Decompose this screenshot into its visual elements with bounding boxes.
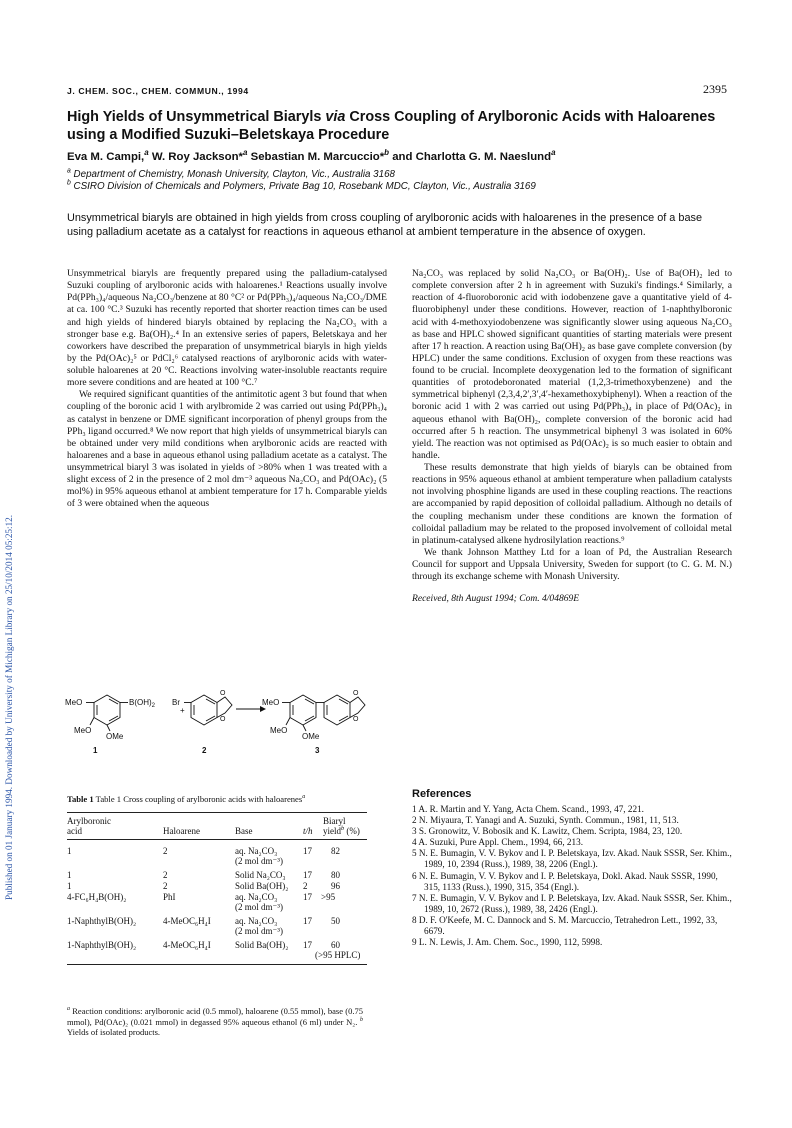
boronic-group: $B(OH)_2$	[129, 698, 156, 709]
table-cell: 1	[67, 881, 72, 891]
table-cell: (2 mol dm⁻³)	[235, 926, 283, 936]
journal-header: J. CHEM. SOC., CHEM. COMMUN., 1994	[67, 86, 249, 96]
oxygen-label: O	[353, 716, 359, 723]
reference-item: 1 A. R. Martin and Y. Yang, Acta Chem. Scand., 1993, 47, 221.	[412, 804, 644, 814]
reference-list	[412, 804, 732, 948]
methoxy-label: MeO	[65, 698, 83, 707]
table-cell: (2 mol dm⁻³)	[235, 902, 283, 912]
table-cell: 80	[331, 870, 340, 880]
reference-item: 2 N. Miyaura, T. Yanagi and A. Suzuki, Synth. Commun., 1981, 11, 513.	[412, 815, 679, 826]
methoxy-label: OMe	[302, 732, 320, 741]
column-header: acid	[67, 826, 82, 836]
column-header: Arylboronic	[67, 816, 111, 826]
table-cell: aq. Na₂CO₃	[235, 846, 278, 856]
column-header: Base	[235, 826, 253, 836]
body-right-column	[412, 268, 732, 605]
article-title: High Yields of Unsymmetrical Biaryls via Cross Coupling of Arylboronic Acids with Haloarenes using a Modified Suzuki–Beletskaya Procedure	[67, 109, 716, 143]
affiliation-b: $^b$ CSIRO Division of Chemicals and Polymers, Private Bag 10, Rosebank MDC, Clayton, Vic., Australia 3169	[67, 179, 536, 192]
table-cell: 50	[331, 916, 340, 926]
paragraph: We required significant quantities of the antimitotic agent 3 but found that when coupling of the boronic acid 1 with arylbromide 2 was carried out using Pd(PPh₃)₄ as catalyst in benzene or DME significant incorporation of phenyl groups from the PPh₃ ligand occurred.⁸ We now report that high yields of unsymmetrical biaryls can be obtained under very mild conditions when arylboronic acids are reacted with haloarenes and a base in aqueous ethanol using palladium acetate as a catalyst. The unsymmetrical biaryl 3 was isolated in yields of >80% when 1 was treated with a slight excess of 2 in the presence of 2 mol dm⁻³ aqueous Na₂CO₃ and Pd(OAc)₂ (5 mol%) in 95% aqueous ethanol at ambient temperature for 17 h. Comparable yields of 3 were obtained when the aqueous	[67, 389, 387, 510]
table-caption: Table 1 Table 1 Cross coupling of arylboronic acids with haloarenes$^a$	[67, 794, 306, 804]
reference-item: 7 N. E. Bumagin, V. V. Bykov and I. P. Beletskaya, Izv. Akad. Nauk SSSR, Ser. Khim., 1989, 10, 2672 (Russ.), 1989, 38, 2426 (Engl.).	[412, 892, 732, 914]
plus-sign: +	[180, 706, 185, 715]
table-cell: 96	[331, 881, 340, 891]
table-cell: 1-NaphthylB(OH)₂	[67, 940, 137, 950]
table-cell: (2 mol dm⁻³)	[235, 856, 283, 866]
oxygen-label: O	[353, 690, 359, 697]
acknowledgements: We thank Johnson Matthey Ltd for a loan of Pd, the Australian Research Council for support and Uppsala University, Sweden for support (to C. G. M. N.) through its exchange scheme with Monash University.	[412, 546, 732, 583]
download-watermark: Published on 01 January 1994. Downloaded by University of Michigan Library on 25/10/2014 05:25:12.	[4, 514, 14, 900]
table-cell: 82	[331, 846, 340, 856]
references-heading: References	[412, 788, 472, 800]
oxygen-label: O	[220, 690, 226, 697]
column-header: Haloarene	[163, 826, 200, 836]
table-cell: (>95 HPLC)	[315, 950, 361, 960]
bromo-label: Br	[172, 698, 180, 707]
reference-item: 3 S. Gronowitz, V. Bobosik and K. Lawitz, Chem. Scripta, 1984, 23, 120.	[412, 826, 683, 837]
methoxy-label: OMe	[106, 732, 124, 741]
benzene-ring-3b	[324, 695, 350, 725]
reference-item: 9 L. N. Lewis, J. Am. Chem. Soc., 1990, 112, 5998.	[412, 937, 603, 948]
compound-label-1: 1	[93, 746, 98, 755]
table-cell: 4-MeOC₆H₄I	[163, 916, 211, 926]
table-cell: 17	[303, 846, 312, 856]
compound-label-3: 3	[315, 746, 320, 755]
table-cell: 1	[67, 870, 72, 880]
table-cell: 17	[303, 916, 312, 926]
column-header: Biaryl	[323, 816, 346, 826]
table-cell: 2	[303, 881, 308, 891]
table-cell: 2	[163, 870, 168, 880]
table-cell: 17	[303, 940, 312, 950]
table-cell: 17	[303, 892, 312, 902]
table-cell: PhI	[163, 892, 176, 902]
table-footnote: $^a$ Reaction conditions: arylboronic acid (0.5 mmol), haloarene (0.55 mmol), base (0.75 mmol), Pd(OAc)₂ (0.021 mmol) in degassed 95% aqueous ethanol (6 ml) under N₂. $^b$ Yields of isolated products.	[67, 1006, 363, 1037]
received-date: Received, 8th August 1994; Com. 4/04869E	[412, 593, 580, 605]
table-cell: 2	[163, 881, 168, 891]
reference-item: 4 A. Suzuki, Pure Appl. Chem., 1994, 66, 213.	[412, 837, 583, 848]
author-list: Eva M. Campi,$^a$ W. Roy Jackson*$^a$ Sebastian M. Marcuccio*$^b$ and Charlotta G. M. Naeslund$^a$	[67, 148, 556, 163]
reaction-arrow: ⟶	[239, 707, 241, 708]
reaction-scheme	[60, 685, 400, 765]
table-cell: 4-FC₆H₄B(OH)₂	[67, 892, 127, 902]
reference-item: 6 N. E. Bumagin, V. V. Bykov and I. P. Beletskaya, Dokl. Akad. Nauk SSSR, 1990, 315, 1133 (Russ.), 1990, 315, 354 (Engl.).	[412, 870, 718, 892]
oxygen-label: O	[220, 716, 226, 723]
paragraph: Na₂CO₃ was replaced by solid Na₂CO₃ or Ba(OH)₂. Use of Ba(OH)₂ led to complete conversion after 2 h in agreement with Suzuki's findings.⁴ Similarly, a reaction of 4-fluoroboronic acid with iodobenzene gave a quantitative yield of 4-fluorobiphenyl under these conditions. However, reaction of 1-naphthylboronic acid with 4-methoxyiodobenzene was significantly slower using aqueous Na₂CO₃ as base and HPLC showed significant quantities of starting materials were present after 17 h reaction. A reaction using Ba(OH)₂ as base gave complete conversion (by HPLC) under the same conditions. Exclusion of oxygen from these reactions was found to be crucial. Incomplete deoxygenation led to the formation of significant quantities of protodeboronated material (1,2,3-trimethoxybenzene) and the symmetrical biphenyl (2,3,4,2′,3′,4′-hexamethoxybiphenyl). When a reaction of the boronic acid 1 with 2 was carried out using Pd(PPh₃)₄ in place of Pd(OAc)₂ in aqueous ethanol with Ba(OH)₂, complete conversion of the boronic acid had occurred after 5 h reaction. The unsymmetrical biphenyl 3 was isolated in 60% yield. The reaction was not optimised as Pd(OAc)₂ is so much easier to obtain and handle.	[412, 268, 732, 461]
column-header: t/h	[303, 826, 313, 836]
reference-item: 5 N. E. Bumagin, V. V. Bykov and I. P. Beletskaya, Izv. Akad. Nauk SSSR, Ser. Khim., 1989, 10, 2394 (Russ.), 1989, 38, 2206 (Engl.).	[412, 848, 732, 870]
table-cell: aq. Na₂CO₃	[235, 892, 278, 902]
page-number: 2395	[703, 82, 727, 96]
methoxy-label: MeO	[74, 726, 92, 735]
table-cell: 60	[331, 940, 340, 950]
benzene-ring-3a	[290, 695, 316, 725]
table-cell: 2	[163, 846, 168, 856]
compound-label-2: 2	[202, 746, 207, 755]
affiliation-a: $^a$ Department of Chemistry, Monash University, Clayton, Vic., Australia 3168	[67, 167, 395, 180]
table-cell: 4-MeOC₆H₄I	[163, 940, 211, 950]
benzene-ring-1	[94, 695, 120, 725]
table-cell: Solid Ba(OH)₂	[235, 940, 289, 950]
abstract: Unsymmetrical biaryls are obtained in high yields from cross coupling of arylboronic acids with haloarenes in the presence of a base using palladium acetate as a catalyst for reactions in aqueous ethanol at ambient temperature in the absence of oxygen.	[67, 212, 703, 238]
body-left-column	[67, 268, 387, 511]
table-cell: 17	[303, 870, 312, 880]
table-cell: Solid Ba(OH)₂	[235, 881, 289, 891]
methoxy-label: MeO	[262, 698, 280, 707]
paragraph: These results demonstrate that high yields of biaryls can be obtained from reactions in 95% aqueous ethanol at ambient temperature when palladium catalysts not involving phosphine ligands are used in these coupling reactions. The reactions are accompanied by rapid deposition of colloidal palladium. Although no details of the coupling mechanism under these conditions are known the formation of colloidal palladium may be related to the proposed involvement of colloidal metal in platinum-catalysed alkene hydrosilylation reactions.⁹	[412, 462, 732, 546]
benzene-ring-2	[191, 695, 217, 725]
table-cell: 1	[67, 846, 72, 856]
table-cell: Solid Na₂CO₃	[235, 870, 286, 880]
table-cell: >95	[321, 892, 336, 902]
methoxy-label: MeO	[270, 726, 288, 735]
paragraph: Unsymmetrical biaryls are frequently prepared using the palladium-catalysed Suzuki coupling of arylboronic acids with haloarenes.¹ Reactions usually involve Pd(PPh₃)₄/aqueous Na₂CO₃/benzene at 80 °C² or Pd(PPh₃)₄/aqueous Na₂CO₃/DME at ca. 100 °C.³ Suzuki has recently reported that shorter reaction times can be used and high yields of hindered biaryls obtained by replacing the Na₂CO₃ with a stronger base e.g. Ba(OH)₂.⁴ In an extensive series of papers, Beletskaya and her coworkers have described the preparation of unsymmetrical biaryls in high yields by the Pd(OAc)₂⁵ or PdCl₂⁶ catalysed reactions of arylboronic acids with water-soluble haloarenes at 20 °C. Reactions involving water-insoluble reactants require more severe conditions and are heated at 100 °C.⁷	[67, 268, 387, 389]
reference-item: 8 D. F. O'Keefe, M. C. Dannock and S. M. Marcuccio, Tetrahedron Lett., 1992, 33, 6679.	[412, 914, 718, 937]
column-header: yield$^b$ (%)	[323, 825, 360, 836]
table-cell: aq. Na₂CO₃	[235, 916, 278, 926]
table-cell: 1-NaphthylB(OH)₂	[67, 916, 137, 926]
